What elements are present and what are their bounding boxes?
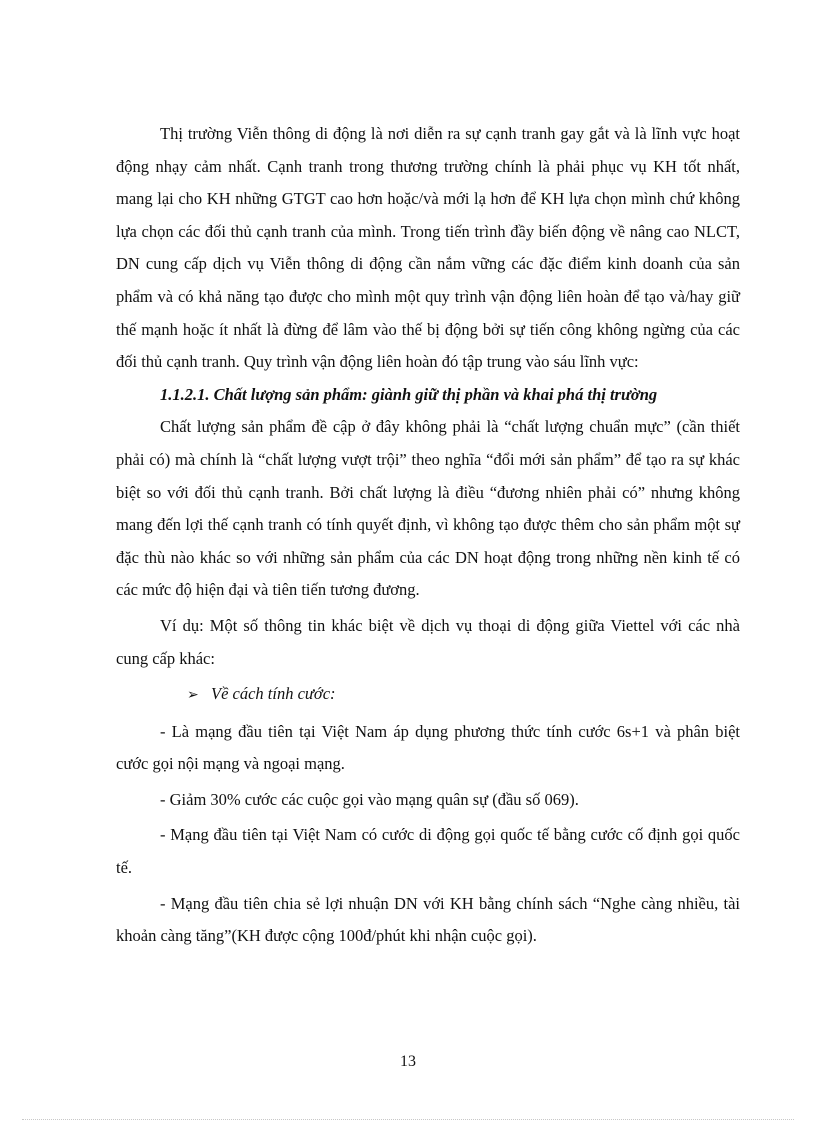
page-number: 13 — [400, 1053, 416, 1070]
intro-paragraph: Thị trường Viễn thông di động là nơi diễn ra sự cạnh tranh gay gắt và là lĩnh vực hoạt động nhạy cảm nhất. Cạnh tranh trong thương trường chính là phải phục vụ KH tốt nhất, mang lại cho KH những GTGT cao hơn hoặc/và mới lạ hơn để KH lựa chọn mình chứ không lựa chọn các đối thủ cạnh tranh của mình. Trong tiến trình đầy biến động về nâng cao NLCT, DN cung cấp dịch vụ Viễn thông di động cần nắm vững các đặc điểm kinh doanh của sản phẩm và có khả năng tạo được cho mình một quy trình vận động liên hoàn để tạo và/hay giữ thế mạnh hoặc ít nhất là đừng để lâm vào thế bị động bởi sự tiến công không ngừng của các đối thủ cạnh tranh. Quy trình vận động liên hoàn đó tập trung vào sáu lĩnh vực: — [116, 124, 740, 372]
bullet-heading — [116, 678, 740, 713]
bullet-heading-text: Về cách tính cước: — [211, 684, 336, 704]
list-item: - Là mạng đầu tiên tại Việt Nam áp dụng phương thức tính cước 6s+1 và phân biệt cước gọi nội mạng và ngoại mạng. — [116, 721, 740, 774]
page-bottom-divider — [22, 1119, 794, 1120]
list-item: - Giảm 30% cước các cuộc gọi vào mạng quân sự (đầu số 069). — [160, 789, 579, 809]
list-item: - Mạng đầu tiên chia sẻ lợi nhuận DN với KH bằng chính sách “Nghe càng nhiều, tài khoản càng tăng”(KH được cộng 100đ/phút khi nhận cuộc gọi). — [116, 893, 740, 946]
example-paragraph: Ví dụ: Một số thông tin khác biệt về dịch vụ thoại di động giữa Viettel với các nhà cung cấp khác: — [116, 615, 740, 668]
quality-paragraph: Chất lượng sản phẩm đề cập ở đây không phải là “chất lượng chuẩn mực” (cần thiết phải có) mà chính là “chất lượng vượt trội” theo nghĩa “đổi mới sản phẩm” để tạo ra sự khác biệt so với đối thủ cạnh tranh. Bởi chất lượng là điều “đương nhiên phải có” nhưng không mang đến lợi thế cạnh tranh có tính quyết định, vì không tạo được thêm cho sản phẩm một sự đặc thù nào khác so với những sản phẩm của các DN hoạt động trong những nền kinh tế có các mức độ hiện đại và tiên tiến tương đương. — [116, 417, 740, 600]
list-item: - Mạng đầu tiên tại Việt Nam có cước di động gọi quốc tế bằng cước cố định gọi quốc tế. — [116, 825, 740, 878]
page-body — [116, 118, 740, 953]
section-heading: 1.1.2.1. Chất lượng sản phẩm: giành giữ thị phần và khai phá thị trường — [160, 384, 658, 404]
arrow-bullet-icon: ➢ — [187, 688, 199, 704]
